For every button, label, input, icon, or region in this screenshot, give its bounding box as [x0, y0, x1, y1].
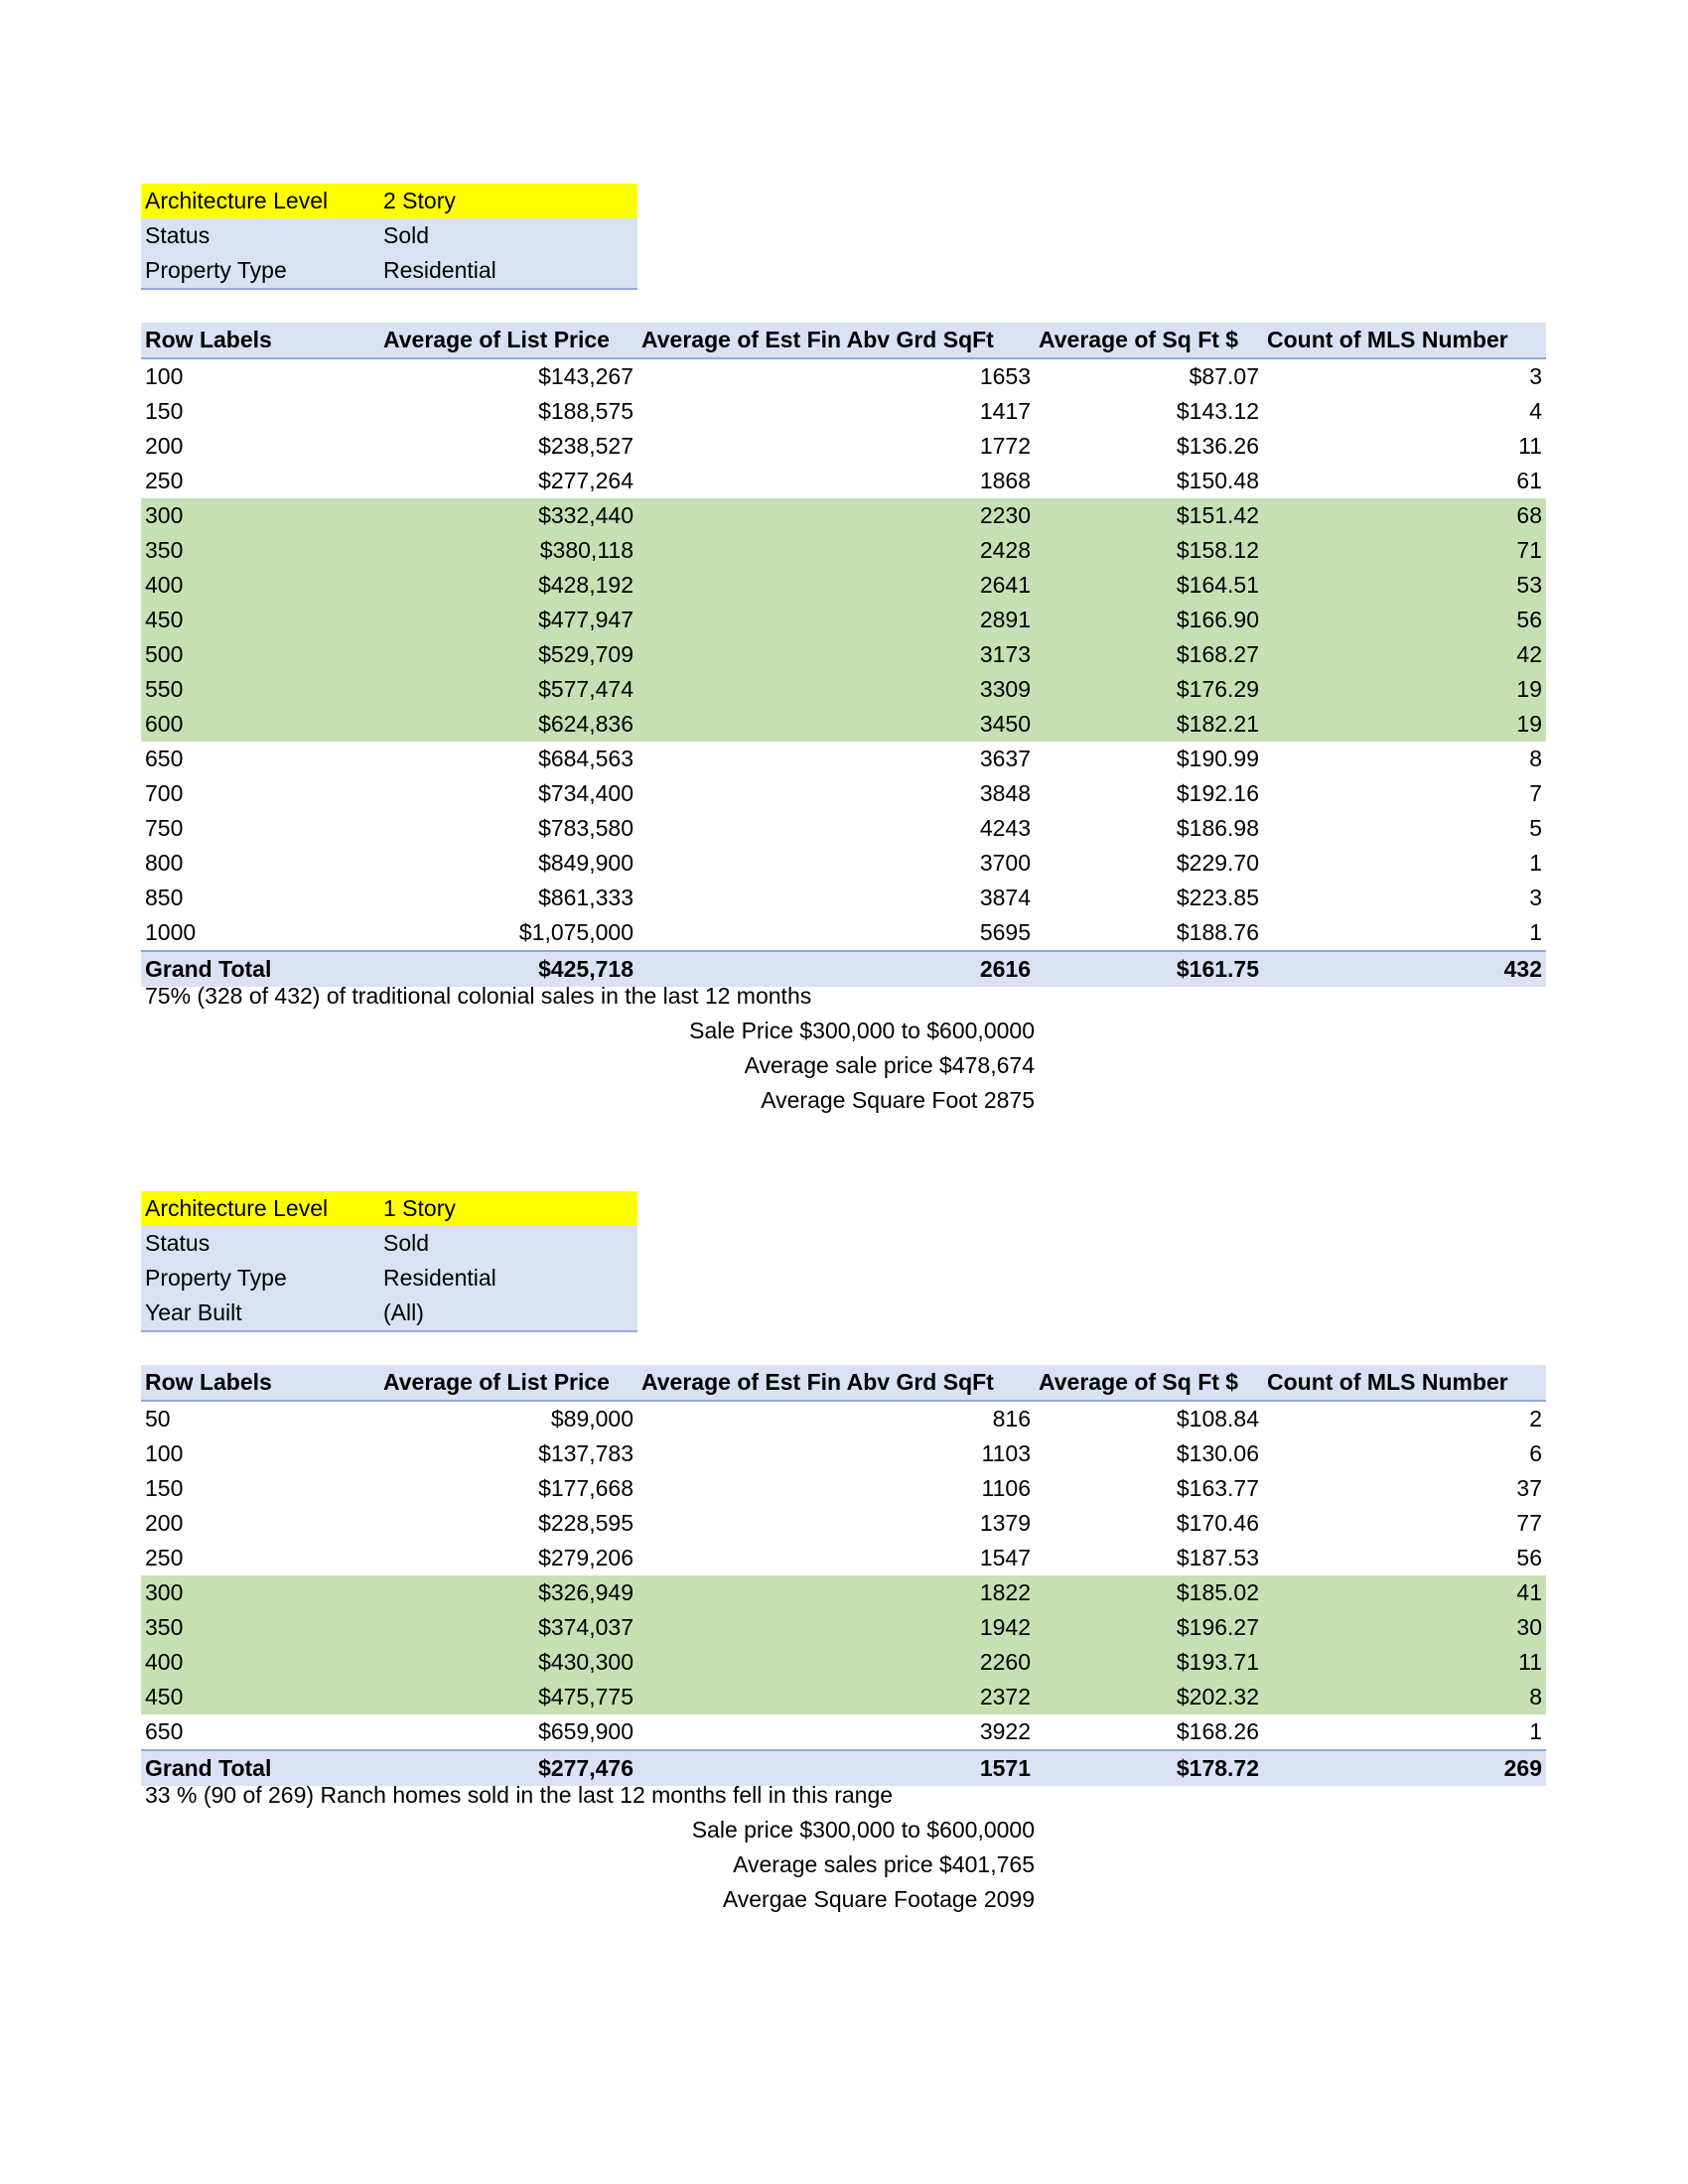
list-price-cell: $380,118 [379, 533, 637, 568]
filter-key: Architecture Level [145, 1195, 329, 1221]
sqft-price-cell: $196.27 [1035, 1610, 1263, 1645]
sqft-price-cell: $182.21 [1035, 707, 1263, 742]
list-price-cell: $475,775 [379, 1680, 637, 1714]
column-header: Count of MLS Number [1263, 1365, 1546, 1401]
row-label-cell: 550 [141, 672, 379, 707]
header-row [141, 1365, 1546, 1401]
sqft-cell: 1868 [979, 468, 1031, 493]
filter-key: Architecture Level [145, 188, 329, 213]
filter-panel-2-story [141, 184, 637, 290]
table-row [141, 1575, 1546, 1610]
row-label-cell: 600 [141, 707, 379, 742]
total-row-label-cell: Grand Total [141, 951, 379, 987]
note-average-square-footage: Avergae Square Footage 2099 [722, 1886, 1035, 1912]
table-row [141, 1541, 1546, 1575]
sqft-price-cell: $193.71 [1035, 1645, 1263, 1680]
filter-row [141, 184, 637, 218]
list-price-cell: $577,474 [379, 672, 637, 707]
filter-key: Property Type [145, 257, 287, 283]
table-row [141, 1471, 1546, 1506]
row-label-cell: 400 [141, 1645, 379, 1680]
count-cell: 68 [1263, 498, 1546, 533]
table-row [141, 811, 1546, 846]
note-sale-price-range: Sale price $300,000 to $600,0000 [691, 1817, 1035, 1843]
sqft-price-cell: $185.02 [1035, 1575, 1263, 1610]
sqft-cell: 3450 [637, 707, 1035, 742]
row-label-cell: 350 [141, 1610, 379, 1645]
row-label-cell: 650 [145, 1718, 184, 1744]
sqft-cell: 3922 [979, 1718, 1031, 1744]
count-cell: 71 [1263, 533, 1546, 568]
list-price-cell: $89,000 [550, 1406, 633, 1432]
total-sqft-cell: 2616 [637, 951, 1035, 987]
table-row [141, 498, 1546, 533]
table-row [141, 533, 1546, 568]
sqft-price-cell: $166.90 [1035, 603, 1263, 637]
list-price-cell: $529,709 [379, 637, 637, 672]
sqft-price-cell: $190.99 [1176, 746, 1259, 771]
filter-row [141, 1296, 637, 1330]
sqft-cell: 2372 [637, 1680, 1035, 1714]
sqft-price-cell: $192.16 [1176, 780, 1259, 806]
sqft-price-cell: $186.98 [1176, 815, 1259, 841]
sqft-cell: 3173 [637, 637, 1035, 672]
sqft-cell: 1942 [637, 1610, 1035, 1645]
table-row [141, 603, 1546, 637]
row-label-cell: 750 [145, 815, 184, 841]
row-label-cell: 450 [141, 603, 379, 637]
filter-value: Sold [383, 1230, 430, 1256]
filter-key: Status [145, 1230, 211, 1256]
sqft-price-cell: $176.29 [1035, 672, 1263, 707]
count-cell: 19 [1263, 672, 1546, 707]
total-list-price-cell: $277,476 [379, 1750, 637, 1786]
table-row [141, 1714, 1546, 1750]
row-label-cell: 100 [145, 1440, 184, 1466]
list-price-cell: $428,192 [379, 568, 637, 603]
list-price-cell: $177,668 [538, 1475, 633, 1501]
list-price-cell: $430,300 [379, 1645, 637, 1680]
row-label-cell: 150 [145, 398, 184, 424]
list-price-cell: $1,075,000 [518, 919, 633, 945]
row-label-cell: 300 [141, 498, 379, 533]
count-cell: 8 [1263, 1680, 1546, 1714]
table-row [141, 1645, 1546, 1680]
filter-value: 2 Story [383, 188, 456, 213]
total-sqft-price-cell: $161.75 [1035, 951, 1263, 987]
count-cell: 1 [1529, 850, 1542, 876]
sqft-cell: 2230 [637, 498, 1035, 533]
sqft-cell: 3848 [979, 780, 1031, 806]
count-cell: 3 [1529, 885, 1542, 910]
list-price-cell: $374,037 [379, 1610, 637, 1645]
sqft-cell: 3309 [637, 672, 1035, 707]
sqft-price-cell: $136.26 [1176, 433, 1259, 459]
list-price-cell: $624,836 [379, 707, 637, 742]
list-price-cell: $188,575 [538, 398, 633, 424]
sqft-cell: 5695 [979, 919, 1031, 945]
row-label-cell: 450 [141, 1680, 379, 1714]
column-header: Row Labels [141, 1365, 379, 1401]
count-cell: 77 [1516, 1510, 1542, 1536]
list-price-cell: $783,580 [538, 815, 633, 841]
filter-value: Residential [383, 1265, 496, 1291]
sqft-cell: 1653 [979, 363, 1031, 389]
total-count-cell: 432 [1263, 951, 1546, 987]
sqft-cell: 2641 [637, 568, 1035, 603]
sqft-price-cell: $202.32 [1035, 1680, 1263, 1714]
note-average-sale-price: Average sale price $478,674 [744, 1052, 1035, 1078]
table-row [141, 672, 1546, 707]
count-cell: 30 [1263, 1610, 1546, 1645]
count-cell: 7 [1529, 780, 1542, 806]
sqft-price-cell: $151.42 [1035, 498, 1263, 533]
count-cell: 56 [1263, 603, 1546, 637]
sqft-price-cell: $87.07 [1189, 363, 1259, 389]
count-cell: 41 [1263, 1575, 1546, 1610]
row-label-cell: 350 [141, 533, 379, 568]
total-row-label-cell: Grand Total [141, 1750, 379, 1786]
sqft-cell: 3700 [979, 850, 1031, 876]
list-price-cell: $143,267 [538, 363, 633, 389]
list-price-cell: $326,949 [379, 1575, 637, 1610]
sqft-cell: 3874 [979, 885, 1031, 910]
sqft-cell: 1822 [637, 1575, 1035, 1610]
sqft-cell: 3637 [979, 746, 1031, 771]
column-header: Average of Est Fin Abv Grd SqFt [637, 1365, 1035, 1401]
sqft-cell: 2891 [637, 603, 1035, 637]
table-row [141, 1680, 1546, 1714]
grand-total-row [141, 951, 1546, 987]
sqft-price-cell: $108.84 [1176, 1406, 1259, 1432]
row-label-cell: 250 [145, 468, 184, 493]
total-sqft-price-cell: $178.72 [1035, 1750, 1263, 1786]
header-row [141, 323, 1546, 358]
note-average-sales-price: Average sales price $401,765 [733, 1851, 1035, 1877]
count-cell: 42 [1263, 637, 1546, 672]
row-label-cell: 50 [145, 1406, 171, 1432]
list-price-cell: $659,900 [538, 1718, 633, 1744]
list-price-cell: $238,527 [538, 433, 633, 459]
sqft-price-cell: $143.12 [1176, 398, 1259, 424]
sqft-price-cell: $170.46 [1176, 1510, 1259, 1536]
column-header: Average of List Price [379, 1365, 637, 1401]
table-row [141, 358, 1546, 394]
row-label-cell: 700 [145, 780, 184, 806]
table-row [141, 1610, 1546, 1645]
table-row [141, 1506, 1546, 1541]
sqft-cell: 1103 [981, 1440, 1031, 1466]
sqft-price-cell: $168.27 [1035, 637, 1263, 672]
sqft-price-cell: $168.26 [1176, 1718, 1259, 1744]
row-label-cell: 650 [145, 746, 184, 771]
count-cell: 11 [1518, 433, 1542, 459]
row-label-cell: 200 [145, 433, 184, 459]
sqft-cell: 1417 [979, 398, 1031, 424]
sqft-price-cell: $229.70 [1176, 850, 1259, 876]
list-price-cell: $477,947 [379, 603, 637, 637]
total-count-cell: 269 [1263, 1750, 1546, 1786]
row-label-cell: 300 [141, 1575, 379, 1610]
sqft-price-cell: $158.12 [1035, 533, 1263, 568]
sqft-price-cell: $130.06 [1176, 1440, 1259, 1466]
row-label-cell: 1000 [145, 919, 197, 945]
grand-total-row [141, 1750, 1546, 1786]
column-header: Average of Sq Ft $ [1035, 323, 1263, 358]
table-row [141, 707, 1546, 742]
sqft-cell: 1772 [979, 433, 1031, 459]
count-cell: 1 [1529, 919, 1542, 945]
sqft-price-cell: $164.51 [1035, 568, 1263, 603]
row-label-cell: 150 [145, 1475, 184, 1501]
table-row [141, 1436, 1546, 1471]
filter-value: Sold [383, 222, 430, 248]
table-row [141, 846, 1546, 881]
table-row [141, 776, 1546, 811]
table-row [141, 568, 1546, 603]
count-cell: 19 [1263, 707, 1546, 742]
filter-row [141, 218, 637, 253]
summary-text: 75% (328 of 432) of traditional colonial sales in the last 12 months [145, 983, 812, 1009]
column-header: Row Labels [141, 323, 379, 358]
sqft-price-cell: $163.77 [1176, 1475, 1259, 1501]
sqft-price-cell: $150.48 [1176, 468, 1259, 493]
list-price-cell: $332,440 [379, 498, 637, 533]
list-price-cell: $734,400 [538, 780, 633, 806]
count-cell: 4 [1529, 398, 1542, 424]
count-cell: 1 [1529, 1718, 1542, 1744]
table-row [141, 464, 1546, 498]
count-cell: 8 [1529, 746, 1542, 771]
summary-text: 33 % (90 of 269) Ranch homes sold in the last 12 months fell in this range [145, 1782, 894, 1808]
sqft-cell: 816 [992, 1406, 1031, 1432]
list-price-cell: $861,333 [538, 885, 633, 910]
table-row [141, 881, 1546, 915]
row-label-cell: 800 [145, 850, 184, 876]
filter-value: 1 Story [383, 1195, 456, 1221]
table-row [141, 394, 1546, 429]
sqft-cell: 1106 [981, 1475, 1031, 1501]
sqft-cell: 1379 [979, 1510, 1031, 1536]
filter-value: (All) [383, 1299, 424, 1325]
column-header: Average of Sq Ft $ [1035, 1365, 1263, 1401]
count-cell: 5 [1529, 815, 1542, 841]
filter-panel-1-story [141, 1191, 637, 1332]
filter-row [141, 1261, 637, 1296]
count-cell: 11 [1263, 1645, 1546, 1680]
count-cell: 53 [1263, 568, 1546, 603]
list-price-cell: $849,900 [538, 850, 633, 876]
filter-value: Residential [383, 257, 496, 283]
list-price-cell: $684,563 [538, 746, 633, 771]
table-row [141, 915, 1546, 951]
sqft-cell: 4243 [979, 815, 1031, 841]
table-row [141, 742, 1546, 776]
filter-key: Property Type [145, 1265, 287, 1291]
table-row [141, 429, 1546, 464]
column-header: Count of MLS Number [1263, 323, 1546, 358]
count-cell: 61 [1516, 468, 1542, 493]
row-label-cell: 500 [141, 637, 379, 672]
note-sale-price-range: Sale Price $300,000 to $600,0000 [689, 1018, 1035, 1043]
list-price-cell: $228,595 [538, 1510, 633, 1536]
sqft-price-cell: $223.85 [1176, 885, 1259, 910]
column-header: Average of List Price [379, 323, 637, 358]
count-cell: 37 [1516, 1475, 1542, 1501]
row-label-cell: 850 [145, 885, 184, 910]
count-cell: 56 [1516, 1545, 1542, 1570]
filter-key: Year Built [145, 1299, 242, 1325]
total-list-price-cell: $425,718 [379, 951, 637, 987]
row-label-cell: 200 [145, 1510, 184, 1536]
table-row [141, 637, 1546, 672]
filter-row [141, 1191, 637, 1226]
pivot-table-1-story [141, 1365, 1546, 1786]
sqft-price-cell: $188.76 [1176, 919, 1259, 945]
note-average-square-foot: Average Square Foot 2875 [761, 1087, 1035, 1113]
filter-row [141, 1226, 637, 1261]
row-label-cell: 250 [145, 1545, 184, 1570]
count-cell: 6 [1529, 1440, 1542, 1466]
filter-row [141, 253, 637, 288]
count-cell: 2 [1529, 1406, 1542, 1432]
column-header: Average of Est Fin Abv Grd SqFt [637, 323, 1035, 358]
list-price-cell: $137,783 [538, 1440, 633, 1466]
list-price-cell: $277,264 [538, 468, 633, 493]
count-cell: 3 [1529, 363, 1542, 389]
sqft-cell: 2428 [637, 533, 1035, 568]
list-price-cell: $279,206 [538, 1545, 633, 1570]
row-label-cell: 100 [145, 363, 184, 389]
table-row [141, 1401, 1546, 1436]
filter-key: Status [145, 222, 211, 248]
sqft-cell: 2260 [637, 1645, 1035, 1680]
row-label-cell: 400 [141, 568, 379, 603]
sqft-price-cell: $187.53 [1176, 1545, 1259, 1570]
pivot-table-2-story [141, 323, 1546, 987]
sqft-cell: 1547 [979, 1545, 1031, 1570]
total-sqft-cell: 1571 [637, 1750, 1035, 1786]
